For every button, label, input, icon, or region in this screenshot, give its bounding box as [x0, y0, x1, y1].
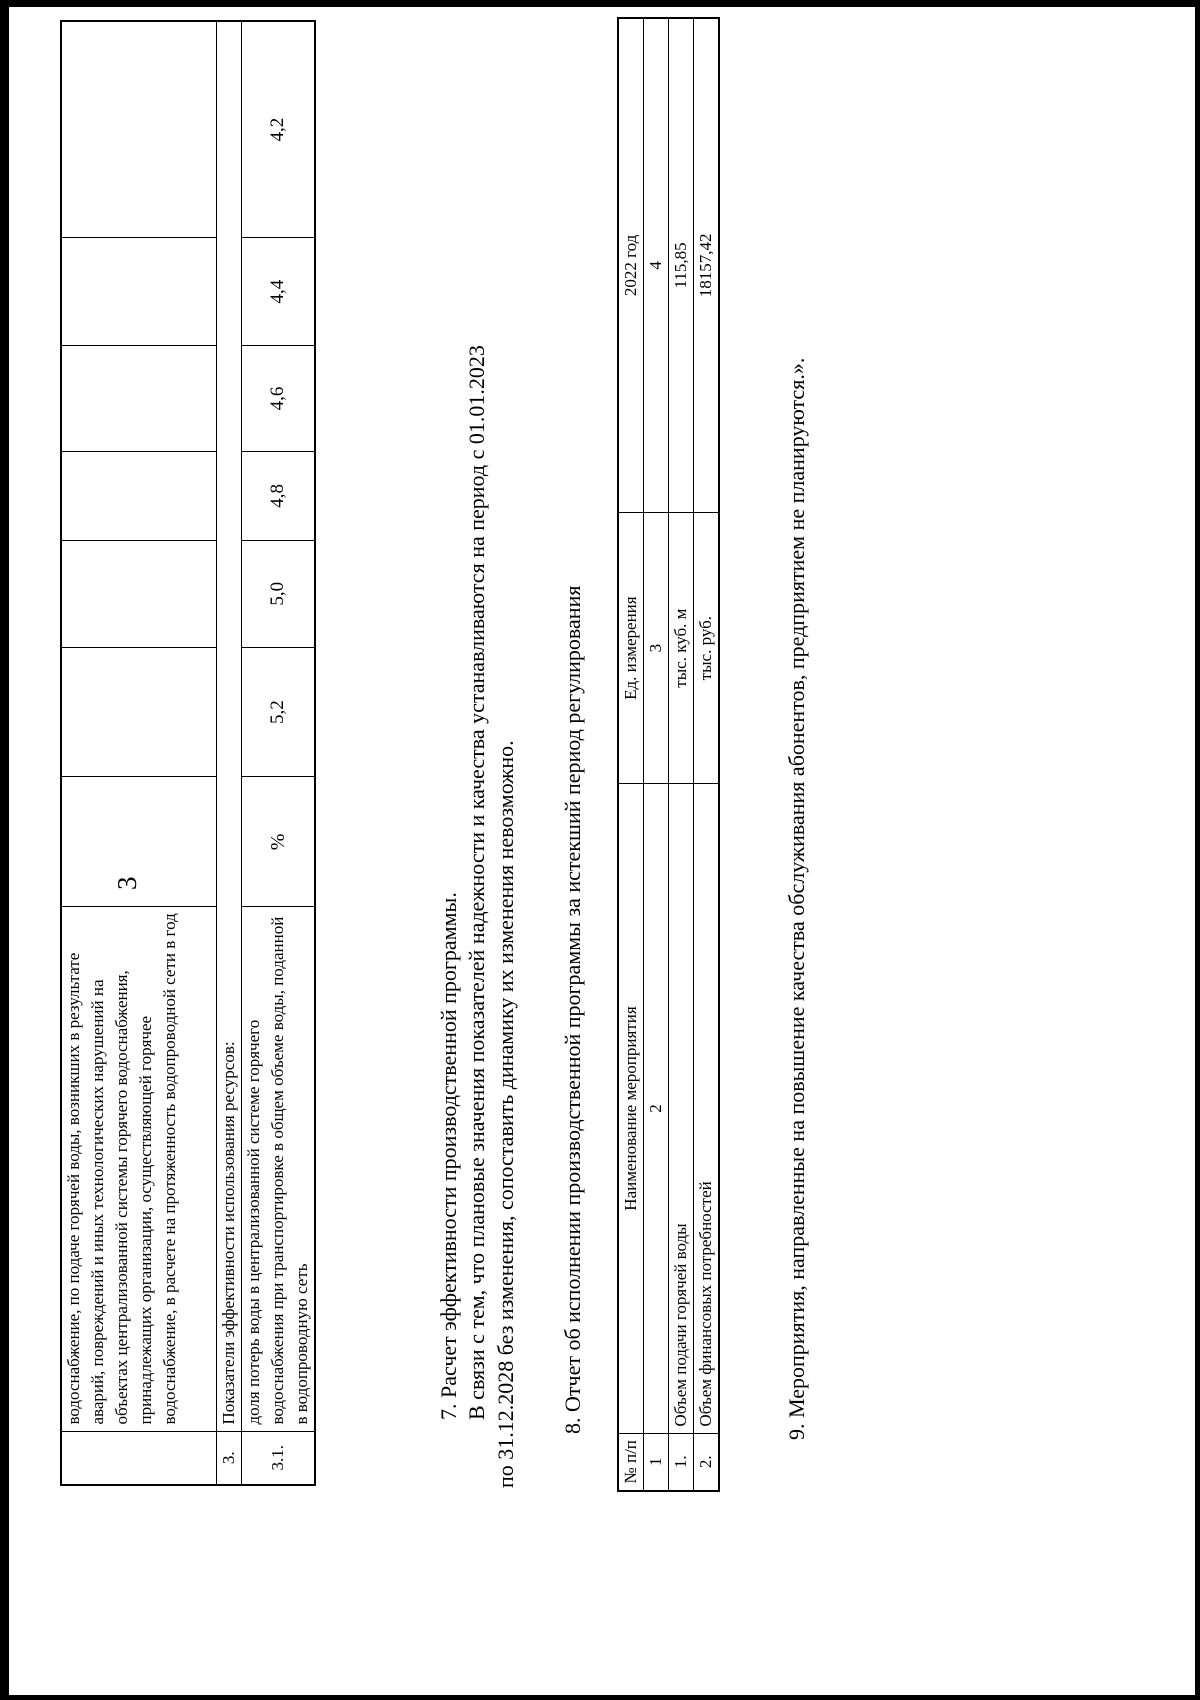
- value-cell: 4,6: [241, 346, 315, 452]
- row-text: Показатели эффективности использования ресурсов:: [216, 21, 241, 1431]
- row-number: 1.: [669, 1433, 694, 1491]
- value-cell: [61, 540, 216, 647]
- value-cell: 4,4: [241, 238, 315, 346]
- value-cell: [61, 21, 216, 238]
- indicators-table: [60, 20, 316, 1486]
- row-number: 3.: [216, 1431, 241, 1485]
- value-cell: 5,2: [241, 647, 315, 777]
- index-cell: 4: [644, 18, 669, 512]
- section-7-line-2: по 31.12.2028 без изменения, сопоставить динамику их изменения невозможно.: [493, 740, 518, 1488]
- value-cell: 4,8: [241, 451, 315, 540]
- row-unit: тыс. руб.: [694, 512, 720, 784]
- section-8-heading: 8. Отчет об исполнении производственной программы за истекший период регулирования: [560, 585, 585, 1434]
- table-row: [694, 18, 720, 1491]
- row-value: 115,85: [669, 18, 694, 512]
- row-value: 18157,42: [694, 18, 720, 512]
- row-name: Объем финансовых потребностей: [694, 784, 720, 1433]
- value-cell: 5,0: [241, 540, 315, 647]
- index-cell: 3: [644, 512, 669, 784]
- row-unit: [61, 777, 216, 907]
- index-cell: 2: [644, 784, 669, 1433]
- section-9-heading: 9. Мероприятия, направленные на повышение качества обслуживания абонентов, предприятием не планируются.».: [784, 357, 809, 1440]
- section-7-line-1: В связи с тем, что плановые значения показателей надежности и качества устанавливаются на период с 01.01.2023: [464, 345, 489, 1420]
- table-header-row: [618, 18, 644, 1491]
- page-number: 3: [112, 876, 142, 890]
- report-table: [617, 17, 720, 1492]
- column-header: № п/п: [618, 1433, 644, 1491]
- row-unit: тыс. куб. м: [669, 512, 694, 784]
- column-header: 2022 год: [618, 18, 644, 512]
- section-7-heading: 7. Расчет эффективности производственной программы.: [436, 892, 461, 1420]
- value-cell: [61, 238, 216, 346]
- column-header: Ед. измерения: [618, 512, 644, 784]
- index-cell: 1: [644, 1433, 669, 1491]
- row-text: водоснабжение, по подаче горячей воды, возникших в результате аварий, повреждений и иных технологических нарушений на объектах централизованной системы горячего водоснабжения, принадлежащих организации, осуществляющей горячее водоснабжение, в расчете на протяженность водопроводной сети в год: [61, 907, 216, 1431]
- value-cell: [61, 451, 216, 540]
- row-unit: %: [241, 777, 315, 907]
- row-number: 2.: [694, 1433, 720, 1491]
- row-number: 3.1.: [241, 1431, 315, 1485]
- table-index-row: [644, 18, 669, 1491]
- table-row: [61, 21, 216, 1485]
- value-cell: 4,2: [241, 21, 315, 238]
- table-row: [669, 18, 694, 1491]
- table-row: [216, 21, 241, 1485]
- value-cell: [61, 647, 216, 777]
- row-text: доля потерь воды в централизованной системе горячего водоснабжения при транспортировке в общем объеме воды, поданной в водопроводную сеть: [241, 907, 315, 1431]
- column-header: Наименование мероприятия: [618, 784, 644, 1433]
- row-name: Объем подачи горячей воды: [669, 784, 694, 1433]
- value-cell: [61, 346, 216, 452]
- table-row: [241, 21, 315, 1485]
- row-number: [61, 1431, 216, 1485]
